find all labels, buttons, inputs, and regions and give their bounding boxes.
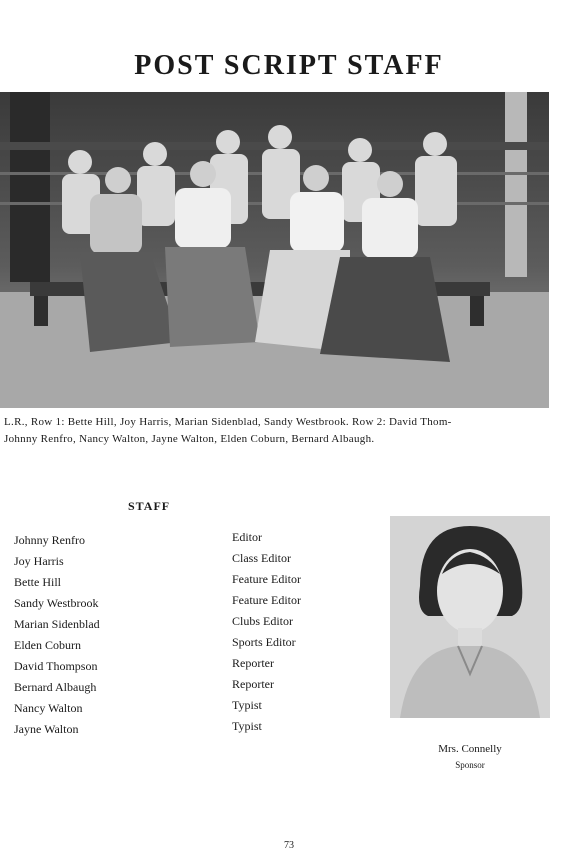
staff-name: Bernard Albaugh [14, 680, 97, 694]
group-photo [0, 92, 549, 408]
sponsor-name: Mrs. Connelly [438, 743, 502, 755]
staff-role: Reporter [232, 677, 274, 691]
staff-roles-column [232, 527, 301, 737]
page-number: 73 [284, 840, 294, 851]
staff-name: David Thompson [14, 659, 98, 673]
staff-role: Feature Editor [232, 572, 301, 586]
staff-role: Typist [232, 698, 262, 712]
photo-caption [4, 414, 564, 448]
sponsor-portrait [390, 516, 550, 718]
staff-role: Class Editor [232, 551, 291, 565]
staff-heading: STAFF [128, 499, 171, 513]
caption-line-2: Johnny Renfro, Nancy Walton, Jayne Walton, Elden Coburn, Bernard Albaugh. [4, 433, 375, 445]
staff-name: Johnny Renfro [14, 533, 85, 547]
staff-role: Feature Editor [232, 593, 301, 607]
staff-name: Elden Coburn [14, 638, 81, 652]
staff-name: Sandy Westbrook [14, 596, 99, 610]
staff-name: Joy Harris [14, 554, 64, 568]
caption-line-1: L.R., Row 1: Bette Hill, Joy Harris, Marian Sidenblad, Sandy Westbrook. Row 2: David Thom- [4, 416, 452, 428]
staff-names-column [14, 530, 100, 740]
page-title: POST SCRIPT STAFF [134, 50, 444, 81]
staff-name: Jayne Walton [14, 722, 79, 736]
staff-name: Bette Hill [14, 575, 61, 589]
staff-name: Marian Sidenblad [14, 617, 100, 631]
staff-role: Sports Editor [232, 635, 296, 649]
staff-role: Typist [232, 719, 262, 733]
staff-role: Reporter [232, 656, 274, 670]
staff-name: Nancy Walton [14, 701, 83, 715]
staff-role: Clubs Editor [232, 614, 294, 628]
staff-role: Editor [232, 530, 262, 544]
sponsor-title: Sponsor [455, 760, 485, 770]
